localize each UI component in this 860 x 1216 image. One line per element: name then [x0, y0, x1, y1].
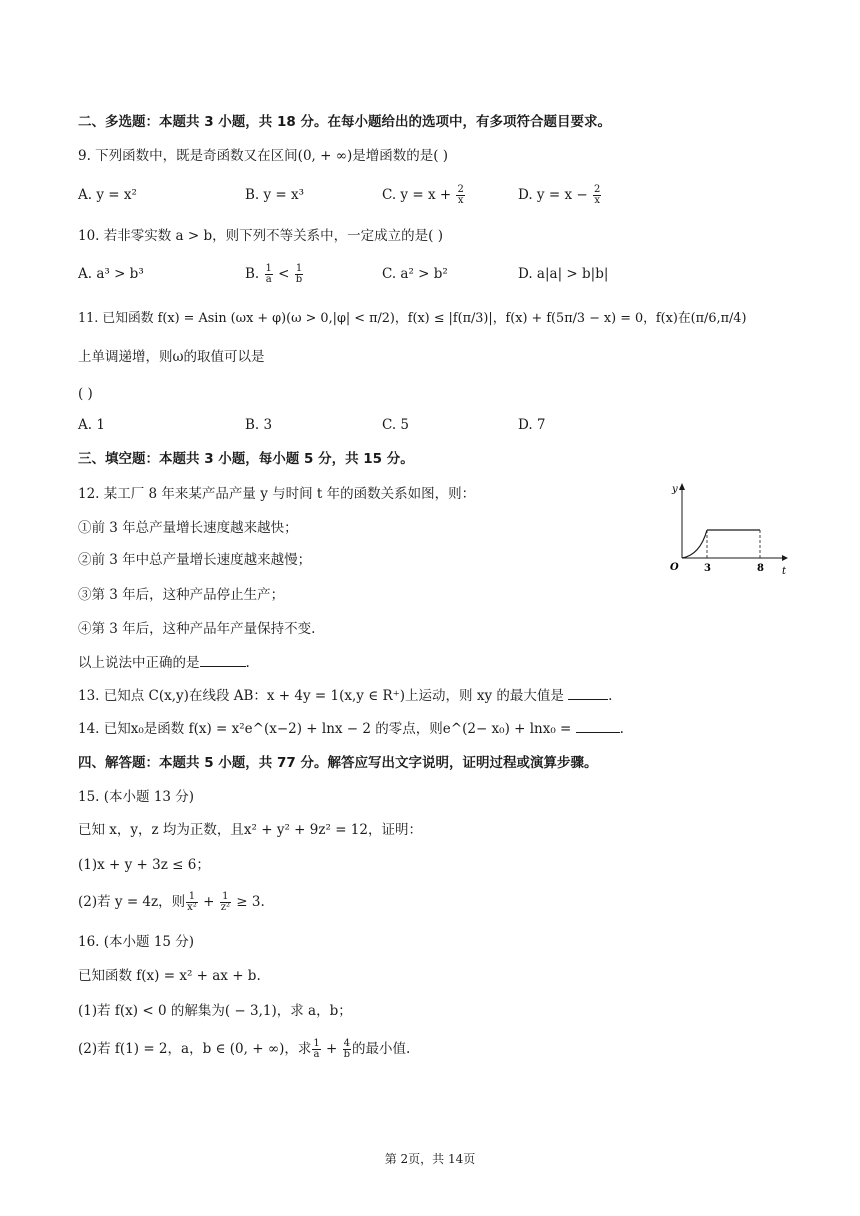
q12-ask: 以上说法中正确的是 .: [78, 655, 250, 671]
answer-blank: [568, 687, 608, 700]
q9-option-a: A. y = x²: [78, 187, 137, 203]
q11-option-d: D. 7: [518, 417, 546, 433]
curve-rising: [682, 530, 707, 558]
answer-blank: [576, 720, 620, 733]
t-axis-arrow: [782, 555, 788, 561]
q11-stem-line1: 11. 已知函数 f(x) = Asin (ωx + φ)(ω > 0,|φ| < π/2)，f(x) ≤ |f(π/3)|，f(x) + f(5π/3 − x) = 0，f(x)在(π/6,π/4): [78, 311, 747, 326]
q12-statement-4: ④第 3 年后，这种产品年产量保持不变.: [78, 621, 316, 637]
q9-option-c: C. y = x + $\frac{2}{x}$: [382, 184, 464, 206]
q12-statement-3: ③第 3 年后，这种产品停止生产；: [78, 587, 285, 603]
q16-part1: (1)若 f(x) < 0 的解集为( − 3,1)，求 a，b；: [78, 1003, 352, 1019]
q12-statement-1: ①前 3 年总产量增长速度越来越快；: [78, 520, 298, 536]
section2-heading: 二、多选题：本题共 3 小题，共 18 分。在每小题给出的选项中，有多项符合题目要求。: [78, 114, 611, 130]
page-footer: 第 2页，共 14页: [384, 1152, 476, 1166]
q16-part2: (2)若 f(1) = 2，a，b ∈ (0, + ∞)，求 $\frac{1}{a}$ + $\frac{4}{b}$ 的最小值.: [78, 1038, 411, 1060]
q11-option-b: B. 3: [245, 417, 273, 433]
q15-part2: (2)若 y = 4z，则 $\frac{1}{\text{x²}}$ + $\frac{1}{\text{z²}}$ ≥ 3.: [78, 891, 265, 913]
q16-title: 16. (本小题 15 分): [78, 934, 195, 950]
q10-option-b: B. $\frac{1}{a}$ < $\frac{1}{b}$: [245, 263, 303, 285]
q10-option-c: C. a² > b²: [382, 266, 448, 282]
q15-stem: 已知 x，y，z 均为正数，且x² + y² + 9z² = 12，证明：: [78, 822, 422, 838]
y-axis-arrow: [679, 483, 685, 490]
q9-stem: 9. 下列函数中，既是奇函数又在区间(0, + ∞)是增函数的是( ): [78, 148, 449, 164]
q12-production-graph: [660, 478, 790, 578]
tick-3: 3: [704, 563, 711, 574]
t-axis-label: t: [782, 566, 787, 577]
q12-statement-2: ②前 3 年中总产量增长速度越来越慢；: [78, 552, 312, 568]
q11-stem-line2: 上单调递增，则ω的取值可以是: [78, 349, 265, 365]
q11-paren: ( ): [78, 386, 93, 402]
q15-title: 15. (本小题 13 分): [78, 789, 195, 805]
q10-option-a: A. a³ > b³: [78, 266, 144, 282]
q16-stem: 已知函数 f(x) = x² + ax + b.: [78, 968, 261, 984]
q10-stem: 10. 若非零实数 a > b，则下列不等关系中，一定成立的是( ): [78, 228, 443, 244]
tick-8: 8: [757, 563, 764, 574]
section4-heading: 四、解答题：本题共 5 小题，共 77 分。解答应写出文字说明，证明过程或演算步骤。: [78, 755, 598, 771]
q15-part1: (1)x + y + 3z ≤ 6；: [78, 857, 210, 873]
q14-stem: 14. 已知x₀是函数 f(x) = x²e^(x−2) + lnx − 2 的零点，则e^(2− x₀) + lnx₀ = .: [78, 721, 624, 737]
q11-option-c: C. 5: [382, 417, 410, 433]
section3-heading: 三、填空题：本题共 3 小题，每小题 5 分，共 15 分。: [78, 451, 414, 467]
q9-option-b: B. y = x³: [245, 187, 305, 203]
q11-option-a: A. 1: [78, 417, 105, 433]
y-axis-label: y: [672, 484, 678, 495]
origin-label: O: [670, 562, 679, 573]
answer-blank: [200, 654, 246, 667]
q10-option-d: D. a|a| > b|b|: [518, 266, 609, 282]
q13-stem: 13. 已知点 C(x,y)在线段 AB：x + 4y = 1(x,y ∈ R⁺)上运动，则 xy 的最大值是 .: [78, 688, 613, 704]
q12-stem: 12. 某工厂 8 年来某产品产量 y 与时间 t 年的函数关系如图，则：: [78, 486, 476, 502]
q9-option-d: D. y = x − $\frac{2}{x}$: [518, 184, 601, 206]
